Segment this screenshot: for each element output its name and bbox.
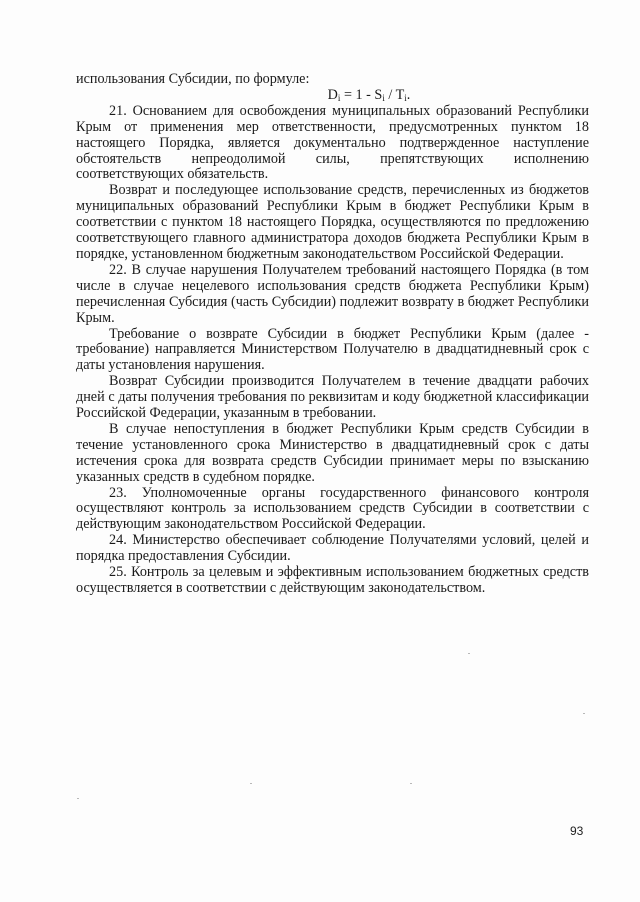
scan-speck bbox=[77, 798, 79, 799]
formula-middle: = 1 - S bbox=[340, 86, 383, 103]
paragraph-21-return: Возврат и последующее использование средств, перечисленных из бюджетов муниципальных образований Республики Крым в бюджет Республики Крым в соответствии с пунктом 18 настоящего Порядка, осуществляются по предложению соответствующего главного администратора доходов бюджета Республики Крым в порядке, установленном бюджетным законодательством Российской Федерации. bbox=[76, 182, 589, 262]
scan-speck bbox=[250, 783, 252, 784]
scan-speck bbox=[410, 783, 412, 784]
paragraph-21: 21. Основанием для освобождения муниципальных образований Республики Крым от применения мер ответственности, предусмотренных пунктом 18 настоящего Порядка, является документально подтвержденное наступление обстоятельств непреодолимой силы, препятствующих исполнению соответствующих обязательств. bbox=[76, 102, 589, 183]
intro-line: использования Субсидии, по формуле: bbox=[76, 71, 310, 87]
formula-lhs-subscript: i bbox=[337, 92, 341, 103]
paragraph-22-refund: Возврат Субсидии производится Получателем в течение двадцати рабочих дней с даты получения требования по реквизитам и коду бюджетной классификации Российской Федерации, указанным в требовании. bbox=[76, 373, 589, 422]
page-number: 93 bbox=[570, 824, 584, 838]
paragraph-25: 25. Контроль за целевым и эффективным использованием бюджетных средств осуществляется в соответствии с действующим законодательством. bbox=[76, 564, 589, 596]
paragraph-22-demand: Требование о возврате Субсидии в бюджет Республики Крым (далее - требование) направляется Министерством Получателю в двадцатидневный срок с даты установления нарушения. bbox=[76, 325, 589, 374]
paragraph-24: 24. Министерство обеспечивает соблюдение Получателями условий, целей и порядка предоставления Субсидии. bbox=[76, 532, 589, 565]
paragraph-23: 23. Уполномоченные органы государственного финансового контроля осуществляют контроль за использованием средств Субсидии в соответствии с действующим законодательством Российской Федерации. bbox=[76, 484, 589, 533]
formula bbox=[76, 88, 589, 104]
scan-speck bbox=[468, 653, 470, 654]
formula-slash: / T bbox=[384, 86, 405, 103]
document-body bbox=[76, 72, 589, 597]
formula-lhs: D bbox=[327, 86, 338, 103]
paragraph-22-court: В случае непоступления в бюджет Республики Крым средств Субсидии в течение установленного срока Министерство в двадцатидневный срок с даты истечения срока для возврата средств Субсидии принимает меры по взысканию указанных средств в судебном порядке. bbox=[76, 420, 589, 485]
formula-rhs-subscript: i bbox=[404, 92, 407, 103]
scan-speck bbox=[583, 713, 585, 714]
paragraph-22: 22. В случае нарушения Получателем требований настоящего Порядка (в том числе в случае нецелевого использования средств бюджета Республики Крым) перечисленная Субсидия (часть Субсидии) подлежит возврату в бюджет Республики Крым. bbox=[76, 261, 589, 326]
formula-middle-subscript: i bbox=[382, 92, 385, 103]
formula-end: . bbox=[406, 86, 411, 103]
